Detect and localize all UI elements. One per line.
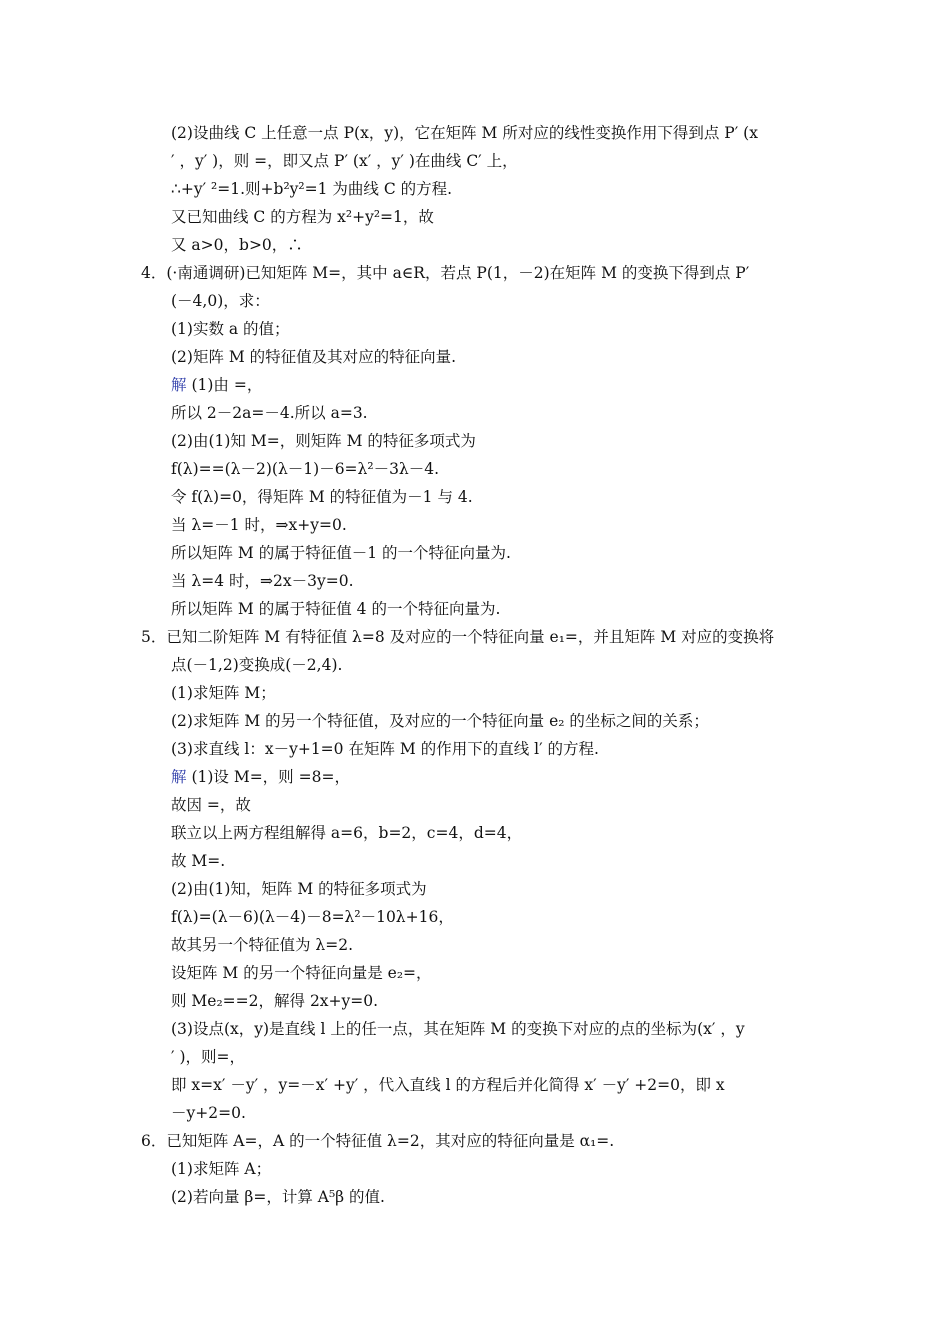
text-line: (2)由(1)知，矩阵 M 的特征多项式为 [171, 880, 427, 898]
text-line: ′ )，则=， [171, 1048, 245, 1066]
text-line: (2)求矩阵 M 的另一个特征值，及对应的一个特征向量 e₂ 的坐标之间的关系； [171, 712, 709, 730]
text-line: 当 λ=4 时，⇒2x－3y=0. [171, 572, 354, 590]
text-line: (3)设点(x，y)是直线 l 上的任一点，其在矩阵 M 的变换下对应的点的坐标为(x′ ，y [171, 1020, 745, 1038]
text-line: 即 x=x′ －y′ ，y=－x′ +y′ ，代入直线 l 的方程后并化简得 x′ －y′ +2=0，即 x [171, 1076, 725, 1094]
text-line: (2)矩阵 M 的特征值及其对应的特征向量. [171, 348, 457, 366]
text-line: 故 M=. [171, 852, 226, 870]
text-line: 点(－1,2)变换成(－2,4). [171, 656, 343, 674]
text-line: 令 f(λ)=0，得矩阵 M 的特征值为－1 与 4. [171, 488, 473, 506]
text-line: 设矩阵 M 的另一个特征向量是 e₂=， [171, 964, 432, 982]
text-line: ′ ，y′ )，则 =，即又点 P′ (x′ ，y′ )在曲线 C′ 上， [171, 152, 518, 170]
text-line: (1)实数 a 的值； [171, 320, 290, 338]
text-line: 故其另一个特征值为 λ=2. [171, 936, 354, 954]
text-line: (1)求矩阵 M； [171, 684, 276, 702]
text-line: 又 a>0，b>0，∴ [171, 236, 303, 254]
text-line: 当 λ=－1 时，⇒x+y=0. [171, 516, 347, 534]
text-line: f(λ)=(λ－6)(λ－4)－8=λ²－10λ+16， [171, 908, 454, 926]
text-line: (2)由(1)知 M=，则矩阵 M 的特征多项式为 [171, 432, 476, 450]
text-line: －y+2=0. [171, 1104, 246, 1122]
text-line: 故因 =，故 [171, 796, 251, 814]
text-line: 则 Me₂==2，解得 2x+y=0. [171, 992, 379, 1010]
text-line: 所以 2－2a=－4.所以 a=3. [171, 404, 368, 422]
text-line: 解 (1)由 =， [171, 376, 263, 394]
text-line: 4．(·南通调研)已知矩阵 M=，其中 a∈R，若点 P(1，－2)在矩阵 M 的变换下得到点 P′ [141, 264, 750, 282]
text-line: 所以矩阵 M 的属于特征值 4 的一个特征向量为. [171, 600, 501, 618]
text-line: (3)求直线 l：x－y+1=0 在矩阵 M 的作用下的直线 l′ 的方程. [171, 740, 599, 758]
text-line: f(λ)==(λ－2)(λ－1)－6=λ²－3λ－4. [171, 460, 440, 478]
text-line: (2)设曲线 C 上任意一点 P(x，y)，它在矩阵 M 所对应的线性变换作用下得到点 P′ (x [171, 124, 758, 142]
text-line: 6．已知矩阵 A=，A 的一个特征值 λ=2，其对应的特征向量是 α₁=. [141, 1132, 615, 1150]
text-line: 所以矩阵 M 的属于特征值－1 的一个特征向量为. [171, 544, 511, 562]
text-line: 解 (1)设 M=，则 =8=， [171, 768, 350, 786]
text-line: 又已知曲线 C 的方程为 x²+y²=1，故 [171, 208, 434, 226]
text-line: ∴+y′ ²=1.则+b²y²=1 为曲线 C 的方程. [171, 180, 453, 198]
text-line: (－4,0)，求： [171, 292, 270, 310]
text-line: (2)若向量 β=，计算 A⁵β 的值. [171, 1188, 385, 1206]
text-line: (1)求矩阵 A； [171, 1160, 272, 1178]
text-line: 5．已知二阶矩阵 M 有特征值 λ=8 及对应的一个特征向量 e₁=，并且矩阵 M 对应的变换将 [141, 628, 775, 646]
text-line: 联立以上两方程组解得 a=6，b=2，c=4，d=4， [171, 824, 523, 842]
